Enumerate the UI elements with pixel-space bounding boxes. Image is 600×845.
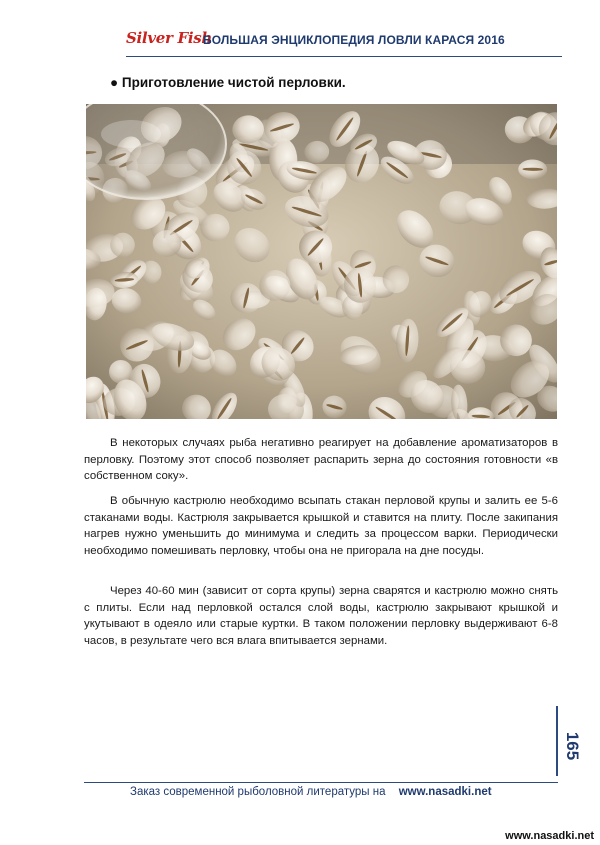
header-title: БОЛЬШАЯ ЭНЦИКЛОПЕДИЯ ЛОВЛИ КАРАСЯ 2016 [203, 33, 505, 47]
barley-photo-image [86, 104, 557, 419]
footer-text: Заказ современной рыболовной литературы на [130, 786, 386, 798]
paragraph-3 [84, 583, 558, 649]
watermark: www.nasadki.net [505, 830, 594, 842]
paragraph-1 [84, 435, 558, 485]
barley-photo [86, 104, 557, 419]
paragraph-2 [84, 493, 558, 559]
page-side-bar [556, 706, 558, 776]
paragraph-1-text: В некоторых случаях рыба негативно реагирует на добавление ароматизаторов в перловку. Поэтому этот способ позволяет распарить зерна до состояния готовности «в собственном соку». [84, 437, 558, 483]
footer-site-link[interactable]: www.nasadki.net [398, 786, 492, 798]
page-header [126, 28, 596, 58]
page-number [561, 720, 581, 770]
paragraph-3-text: Через 40-60 мин (зависит от сорта крупы) зерна сварятся и кастрюлю можно снять с плиты. Если над перловкой остался слой воды, кастрюлю закрывают крышкой и укутывают в одеяло или старые куртки. В таком положении перловку выдерживают 6-8 часов, в результате чего вся влага впитывается зернами. [84, 585, 558, 647]
logo: Silver Fish [126, 29, 213, 47]
page-footer [130, 786, 492, 798]
header-divider [126, 56, 562, 57]
paragraph-2-text: В обычную кастрюлю необходимо всыпать стакан перловой крупы и залить ее 5-6 стаканами воды. Кастрюля закрывается крышкой и ставится на плиту. После закипания нагрев нужно уменьшить до минимума и следить за процессом варки. Периодически необходимо помешивать перловку, чтобы она не пригорала на дне посуды. [84, 495, 558, 557]
page-number-text: 165 [563, 731, 582, 761]
footer-divider [84, 782, 558, 783]
section-title: ● Приготовление чистой перловки. [110, 75, 346, 90]
